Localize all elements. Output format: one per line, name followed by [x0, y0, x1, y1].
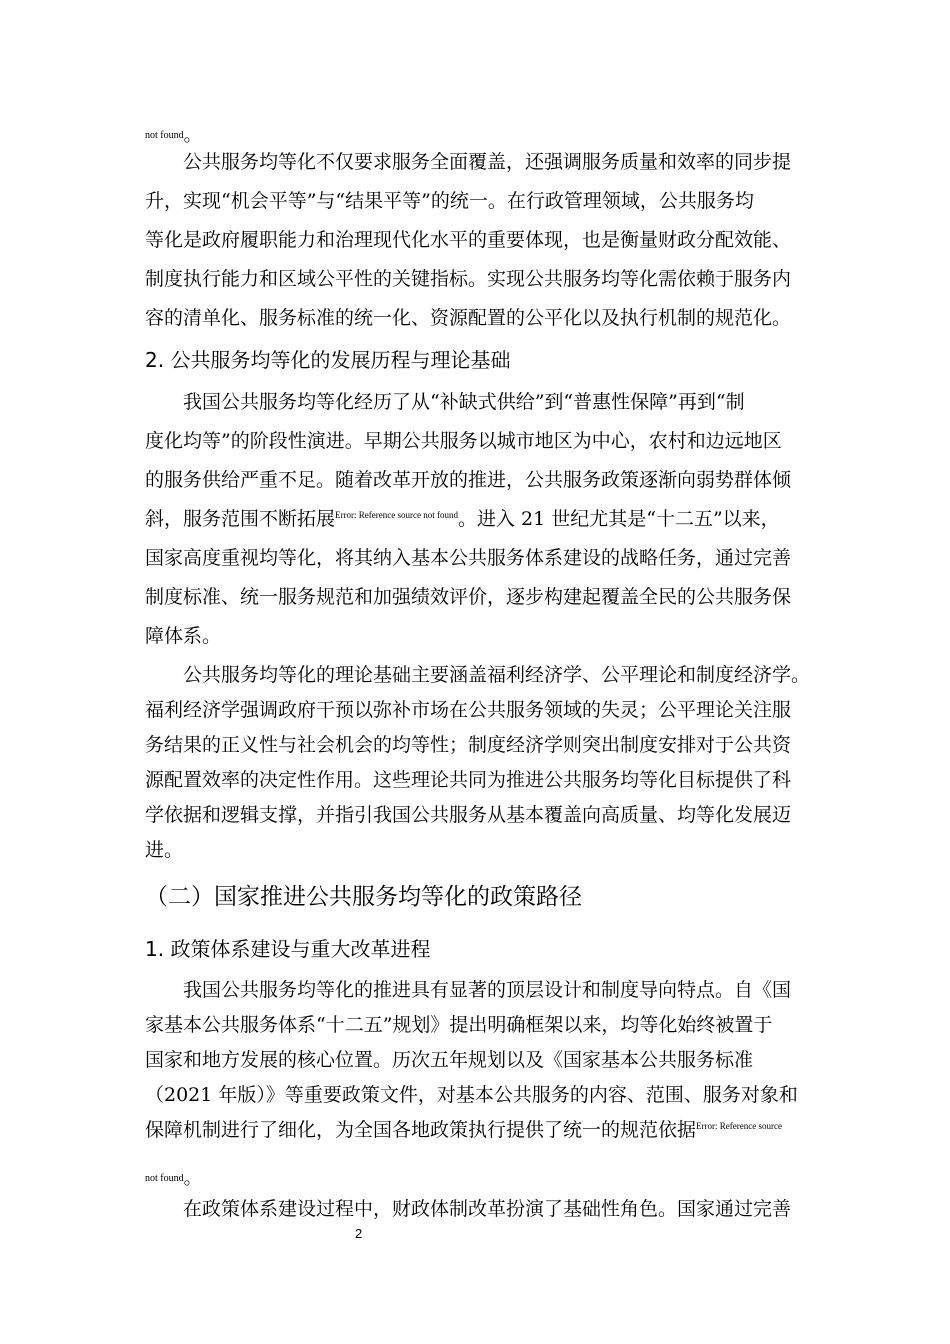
text-line: 在政策体系建设过程中，财政体制改革扮演了基础性角色。国家通过完善	[145, 1198, 792, 1220]
text-line: 学依据和逻辑支撑，并指引我国公共服务从基本覆盖向高质量、均等化发展迈	[145, 804, 792, 826]
reference-error-text: not found	[145, 130, 184, 141]
text-line: 等化是政府履职能力和治理现代化水平的重要体现，也是衡量财政分配效能、	[145, 229, 792, 251]
reference-error-text: not found	[145, 1173, 184, 1184]
text-segment: 。进入 21 世纪尤其是“十二五”以来，	[457, 508, 780, 530]
text-line: 公共服务均等化不仅要求服务全面覆盖，还强调服务质量和效率的同步提	[145, 151, 792, 173]
text-segment: 保障机制进行了细化，为全国各地政策执行提供了统一的规范依据	[145, 1119, 697, 1141]
reference-error-continuation	[145, 1161, 202, 1187]
text-line: 福利经济学强调政府干预以弥补市场在公共服务领域的失灵；公平理论关注服	[145, 699, 792, 721]
text-line: 我国公共服务均等化的推进具有显著的顶层设计和制度导向特点。自《国	[145, 979, 792, 1001]
section-heading: （二）国家推进公共服务均等化的政策路径	[145, 884, 582, 910]
text-line: （2021 年版）》等重要政策文件，对基本公共服务的内容、范围、服务对象和	[145, 1084, 798, 1106]
text-line: 家基本公共服务体系“十二五”规划》提出明确框架以来，均等化始终被置于	[145, 1014, 773, 1036]
subsection-heading: 1. 政策体系建设与重大改革进程	[145, 937, 431, 961]
text-line: 国家高度重视均等化，将其纳入基本公共服务体系建设的战略任务，通过完善	[145, 547, 792, 569]
text-line: 升，实现“机会平等”与“结果平等”的统一。在行政管理领域，公共服务均	[145, 190, 754, 212]
text-line: 的服务供给严重不足。随着改革开放的推进，公共服务政策逐渐向弱势群体倾	[145, 469, 792, 491]
text-line: 制度标准、统一服务规范和加强绩效评价，逐步构建起覆盖全民的公共服务保	[145, 586, 792, 608]
text-line: 容的清单化、服务标准的统一化、资源配置的公平化以及执行机制的规范化。	[145, 307, 792, 329]
text-segment: 斜，服务范围不断拓展	[145, 508, 336, 530]
text-line: 国家和地方发展的核心位置。历次五年规划以及《国家基本公共服务标准	[145, 1049, 754, 1071]
text-line: 制度执行能力和区域公平性的关键指标。实现公共服务均等化需依赖于服务内	[145, 268, 792, 290]
punctuation: 。	[183, 1168, 202, 1189]
reference-error-text: Error: Reference source not found	[335, 510, 458, 520]
text-line: 公共服务均等化的理论基础主要涵盖福利经济学、公平理论和制度经济学。	[145, 664, 811, 686]
text-line-with-reference	[145, 1118, 782, 1142]
text-line: 进。	[145, 839, 184, 861]
punctuation: 。	[183, 125, 202, 146]
text-line: 务结果的正义性与社会机会的均等性；制度经济学则突出制度安排对于公共资	[145, 734, 792, 756]
text-line-with-reference	[145, 507, 780, 531]
page-number: 2	[355, 1226, 363, 1241]
text-line: 度化均等”的阶段性演进。早期公共服务以城市地区为中心，农村和边远地区	[145, 430, 782, 452]
text-line: 障体系。	[145, 625, 222, 647]
reference-error-text: Error: Reference source	[696, 1121, 782, 1131]
text-line: 我国公共服务均等化经历了从“补缺式供给”到“普惠性保障”再到“制	[145, 391, 745, 413]
subsection-heading: 2. 公共服务均等化的发展历程与理论基础	[145, 348, 511, 372]
reference-error-fragment	[145, 118, 202, 144]
text-line: 源配置效率的决定性作用。这些理论共同为推进公共服务均等化目标提供了科	[145, 769, 792, 791]
